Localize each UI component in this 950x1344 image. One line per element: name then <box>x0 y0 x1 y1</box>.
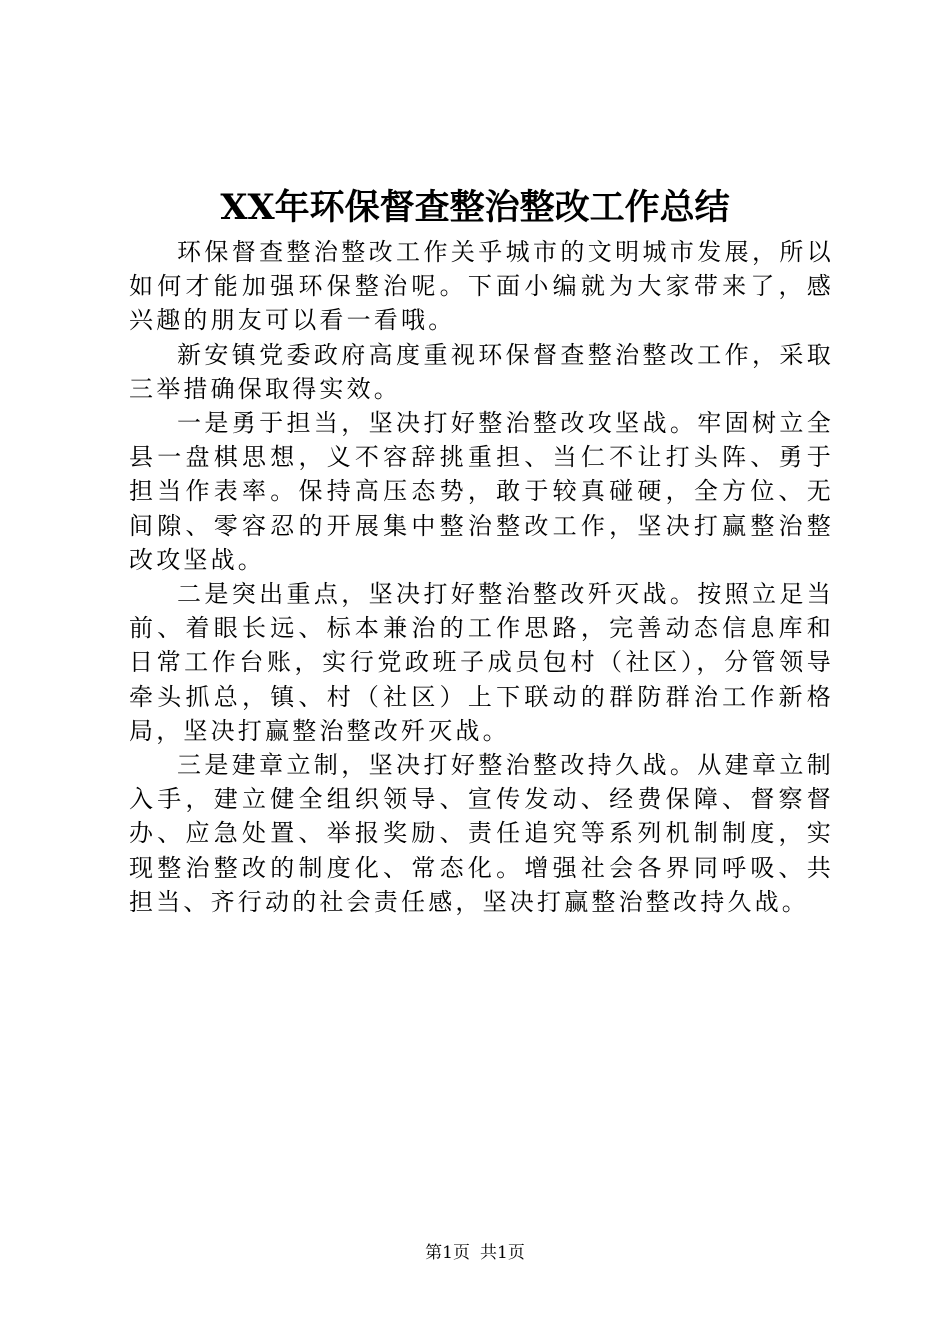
document-body <box>129 235 834 919</box>
page-number-total: 共1页 <box>480 1243 525 1263</box>
document-title: XX年环保督查整治整改工作总结 <box>220 187 730 228</box>
page-footer <box>0 1241 950 1265</box>
paragraph-measure-two: 二是突出重点，坚决打好整治整改歼灭战。按照立足当前、着眼长远、标本兼治的工作思路，完善动态信息库和日常工作台账，实行党政班子成员包村（社区），分管领导牵头抓总，镇、村（社区）上下联动的群防群治工作新格局，坚决打赢整治整改歼灭战。 <box>129 580 834 745</box>
paragraph-measure-one: 一是勇于担当，坚决打好整治整改攻坚战。牢固树立全县一盘棋思想，义不容辞挑重担、当仁不让打头阵、勇于担当作表率。保持高压态势，敢于较真碰硬，全方位、无间隙、零容忍的开展集中整治整改工作，坚决打赢整治整改攻坚战。 <box>129 409 834 574</box>
page-number-current: 第1页 <box>425 1243 470 1263</box>
paragraph-intro: 环保督查整治整改工作关乎城市的文明城市发展，所以如何才能加强环保整治呢。下面小编就为大家带来了，感兴趣的朋友可以看一看哦。 <box>129 238 834 335</box>
paragraph-measure-three: 三是建章立制，坚决打好整治整改持久战。从建章立制入手，建立健全组织领导、宣传发动、经费保障、督察督办、应急处置、举报奖励、责任追究等系列机制制度，实现整治整改的制度化、常态化。增强社会各界同呼吸、共担当、齐行动的社会责任感，坚决打赢整治整改持久战。 <box>129 751 834 916</box>
paragraph-overview: 新安镇党委政府高度重视环保督查整治整改工作，采取三举措确保取得实效。 <box>129 340 834 403</box>
